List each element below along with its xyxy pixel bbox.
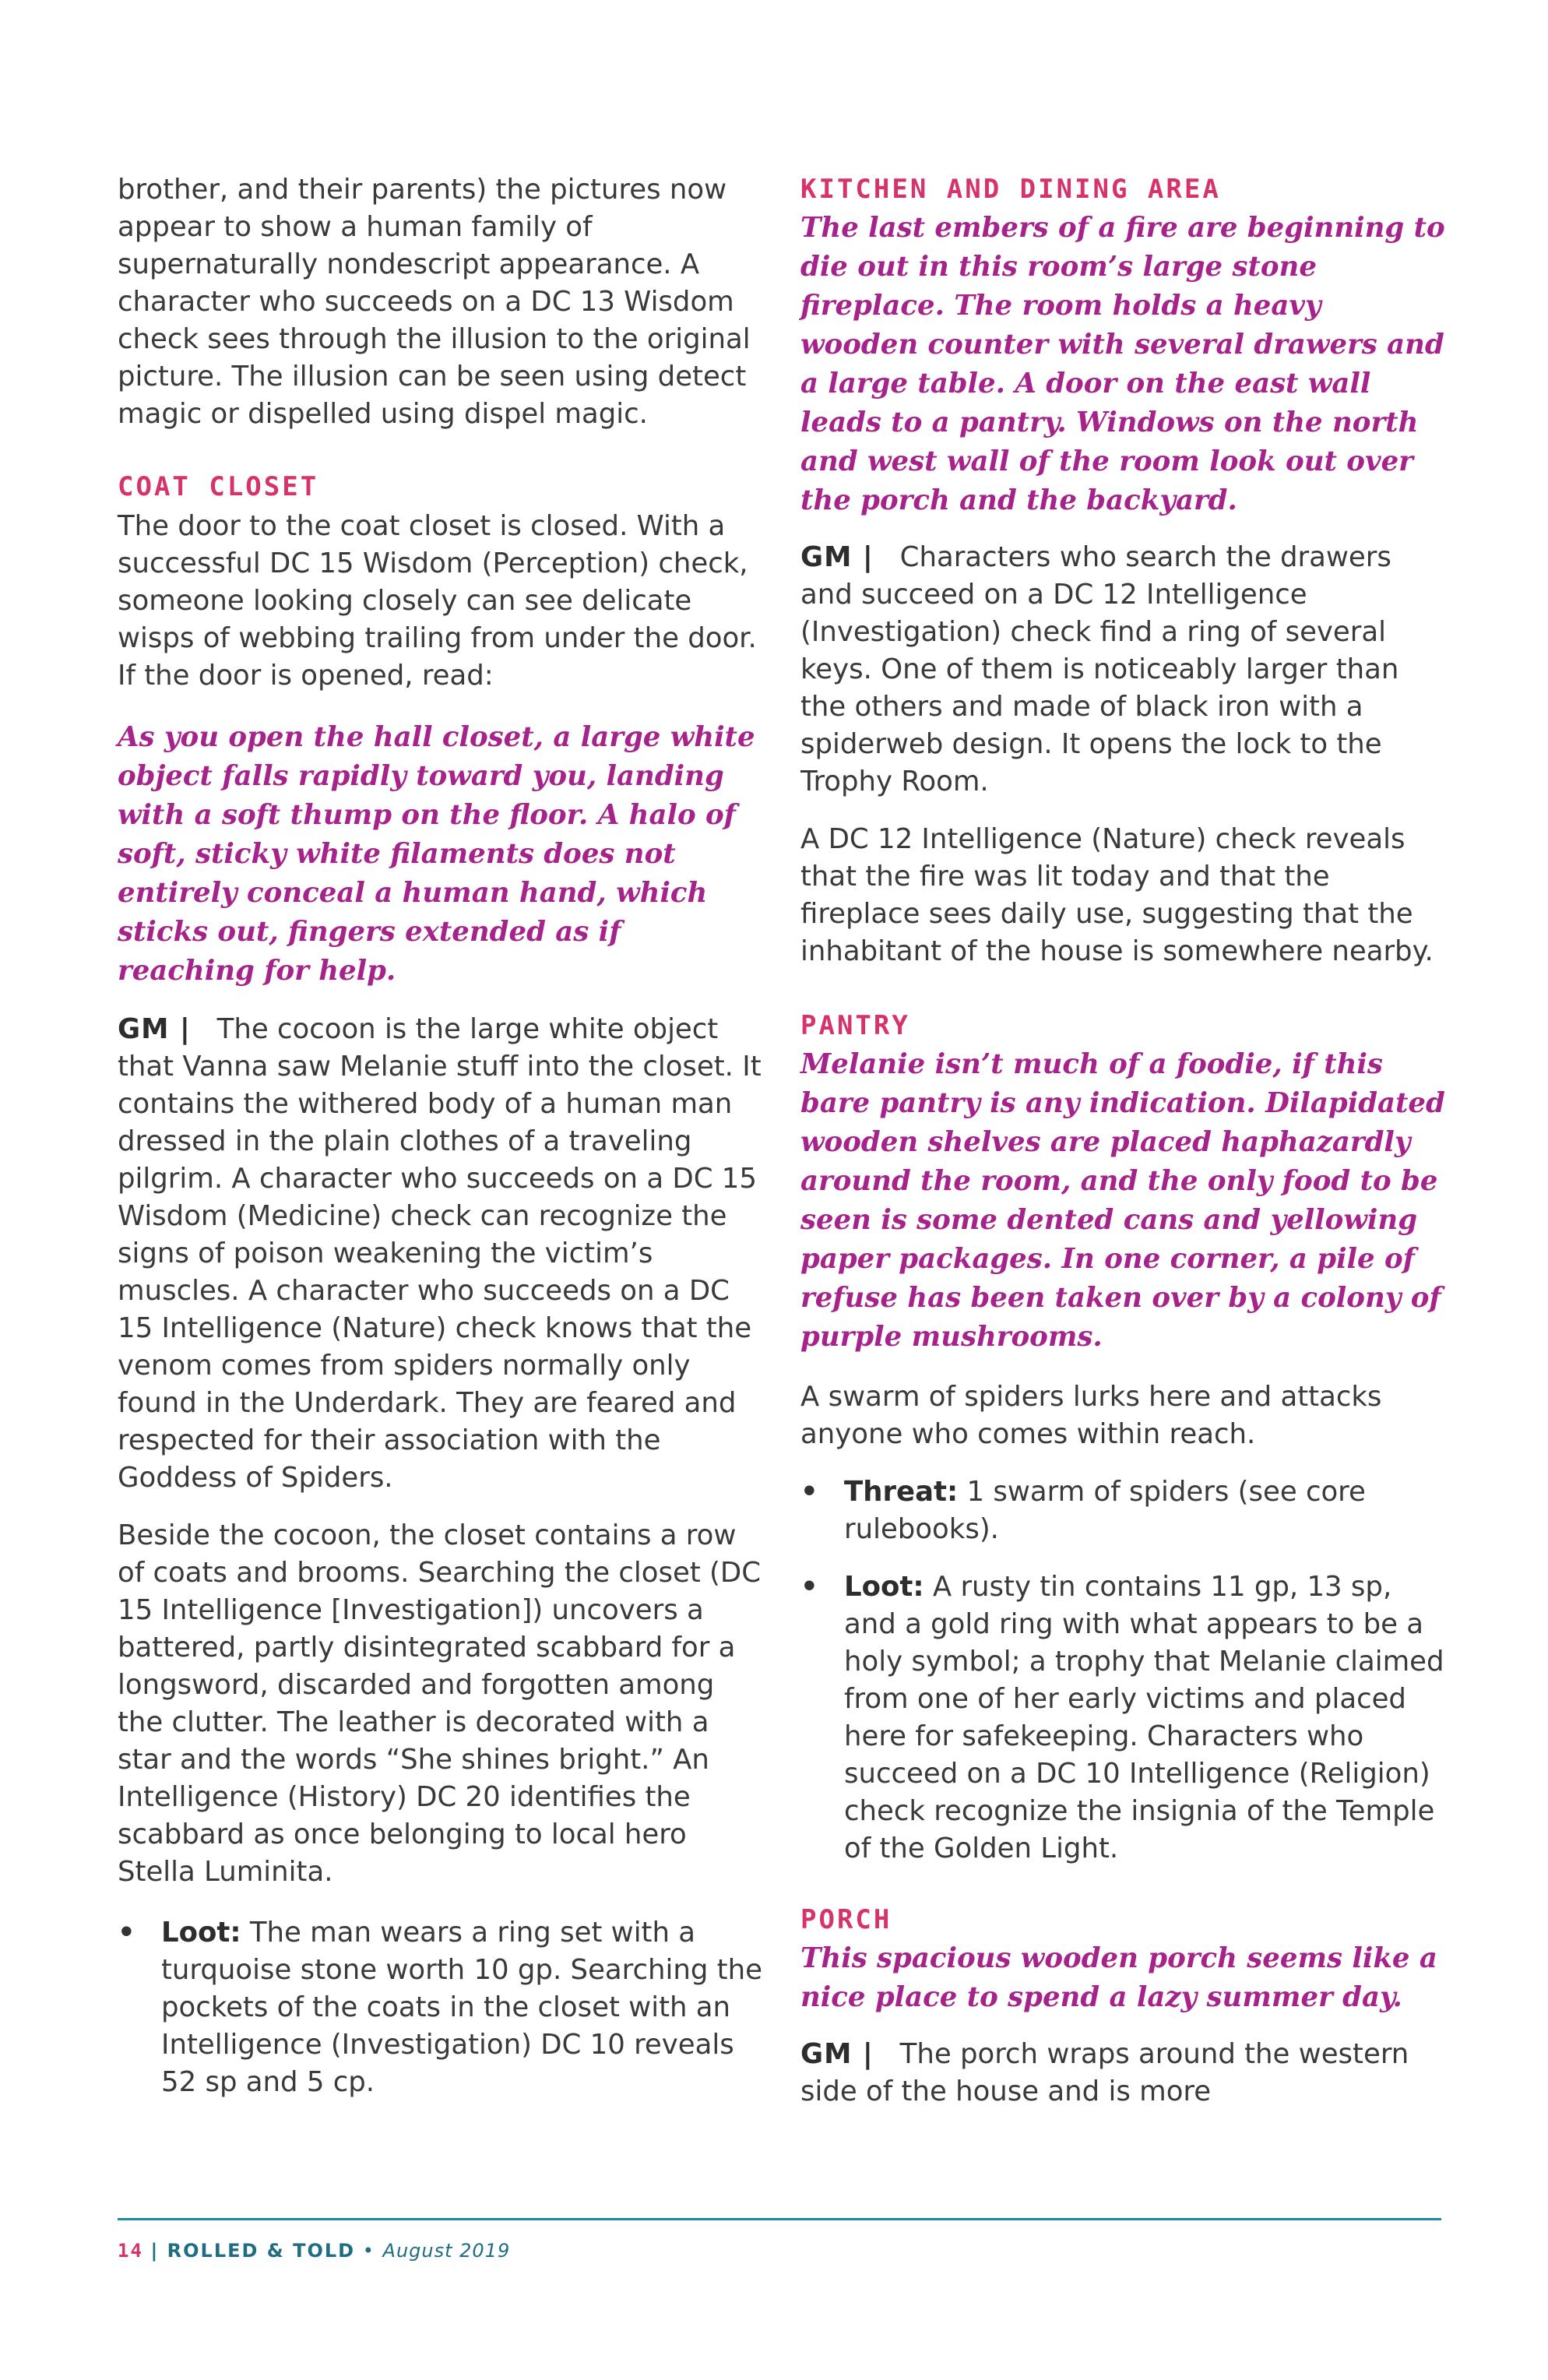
kitchen-gm-note bbox=[800, 539, 1447, 801]
gm-label: GM | bbox=[800, 2038, 874, 2070]
porch-read-aloud: This spacious wooden porch seems like a nice place to spend a lazy summer day. bbox=[800, 1942, 1437, 2013]
porch-gm-note bbox=[800, 2036, 1447, 2111]
footer-divider bbox=[118, 2218, 1441, 2220]
bullet-icon: • bbox=[800, 1571, 818, 1603]
publication-name: | ROLLED & TOLD bbox=[150, 2240, 356, 2262]
coat-closet-gm-note bbox=[118, 1011, 764, 1497]
gm-label: GM | bbox=[800, 541, 874, 573]
intro-paragraph: brother, and their parents) the pictures now appear to show a human family of supernaturally nondescript appearance. A character who succeeds on a DC 13 Wisdom check sees through the illusion to the original picture. The illusion can be seen using detect magic or dispelled using dispel magic. bbox=[118, 174, 751, 430]
bullet-icon: • bbox=[800, 1476, 818, 1508]
page-number: 14 bbox=[118, 2240, 143, 2262]
loot-label: Loot: bbox=[161, 1917, 241, 1949]
footer-separator: • bbox=[362, 2240, 375, 2262]
gm-text: The porch wraps around the western side of the house and is more bbox=[800, 2038, 1409, 2107]
coat-closet-paragraph-2: Beside the cocoon, the closet contains a row of coats and brooms. Searching the closet (DC 15 Intelligence [Investigation]) uncovers a battered, partly disintegrated scabbard for a longsword, discarded and forgotten among the clutter. The leather is decorated with a star and the words “She shines bright.” An Intelligence (History) DC 20 identifies the scabbard as once belonging to local hero Stella Luminita. bbox=[118, 1519, 761, 1888]
gm-text: The cocoon is the large white object that Vanna saw Melanie stuff into the closet. It contains the withered body of a human man dressed in the plain clothes of a traveling pilgrim. A character who succeeds on a DC 15 Wisdom (Medicine) check can recognize the signs of poison weakening the victim’s muscles. A character who succeeds on a DC 15 Intelligence (Nature) check knows that the venom comes from spiders normally only found in the Underdark. They are feared and respected for their association with the Goddess of Spiders. bbox=[118, 1013, 762, 1494]
issue-date: August 2019 bbox=[382, 2240, 511, 2262]
kitchen-paragraph: A DC 12 Intelligence (Nature) check reveals that the fire was lit today and that the fireplace sees daily use, suggesting that the inhabitant of the house is somewhere nearby. bbox=[800, 823, 1434, 967]
bullet-icon: • bbox=[118, 1917, 135, 1949]
pantry-read-aloud: Melanie isn’t much of a foodie, if this bare pantry is any indication. Dilapidated wooden shelves are placed haphazardly around the room, and the only food to be seen is some dented cans and yellowing paper packages. In one corner, a pile of refuse has been taken over by a colony of purple mushrooms. bbox=[800, 1048, 1445, 1353]
loot-text: The man wears a ring set with a turquoise stone worth 10 gp. Searching the pockets of the coats in the closet with an Intelligence (Investigation) DC 10 reveals 52 sp and 5 cp. bbox=[161, 1917, 762, 2098]
loot-bullet bbox=[118, 1914, 764, 2101]
loot-text: A rusty tin contains 11 gp, 13 sp, and a gold ring with what appears to be a holy symbol; a trophy that Melanie claimed from one of her early victims and placed here for safekeeping. Characters who succeed on a DC 10 Intelligence (Religion) check recognize the insignia of the Temple of the Golden Light. bbox=[844, 1571, 1444, 1864]
loot-label: Loot: bbox=[844, 1571, 924, 1603]
heading-kitchen: KITCHEN AND DINING AREA bbox=[800, 174, 1221, 205]
heading-pantry: PANTRY bbox=[800, 1010, 910, 1041]
right-column bbox=[800, 171, 1447, 2111]
page-footer bbox=[118, 2240, 510, 2262]
heading-porch: PORCH bbox=[800, 1904, 892, 1935]
gm-text: Characters who search the drawers and succeed on a DC 12 Intelligence (Investigation) check find a ring of several keys. One of them is noticeably larger than the others and made of black iron with a spiderweb design. It opens the lock to the Trophy Room. bbox=[800, 541, 1399, 797]
threat-label: Threat: bbox=[844, 1476, 959, 1508]
coat-closet-read-aloud: As you open the hall closet, a large white object falls rapidly toward you, landing with a soft thump on the floor. A halo of soft, sticky white filaments does not entirely conceal a human hand, which sticks out, fingers extended as if reaching for help. bbox=[118, 721, 755, 987]
threat-bullet bbox=[800, 1473, 1447, 1548]
gm-label: GM | bbox=[118, 1013, 191, 1045]
coat-closet-paragraph: The door to the coat closet is closed. With a successful DC 15 Wisdom (Perception) check, someone looking closely can see delicate wisps of webbing trailing from under the door. If the door is opened, read: bbox=[118, 510, 757, 692]
kitchen-read-aloud: The last embers of a fire are beginning to die out in this room’s large stone fireplace. The room holds a heavy wooden counter with several drawers and a large table. A door on the east wall leads to a pantry. Windows on the north and west wall of the room look out over the porch and the backyard. bbox=[800, 212, 1445, 516]
threat-text: 1 swarm of spiders (see core rulebooks). bbox=[844, 1476, 1366, 1545]
left-column bbox=[118, 171, 764, 2101]
pantry-paragraph: A swarm of spiders lurks here and attacks anyone who comes within reach. bbox=[800, 1381, 1382, 1450]
heading-coat-closet: COAT CLOSET bbox=[118, 471, 319, 502]
loot-bullet bbox=[800, 1568, 1447, 1868]
